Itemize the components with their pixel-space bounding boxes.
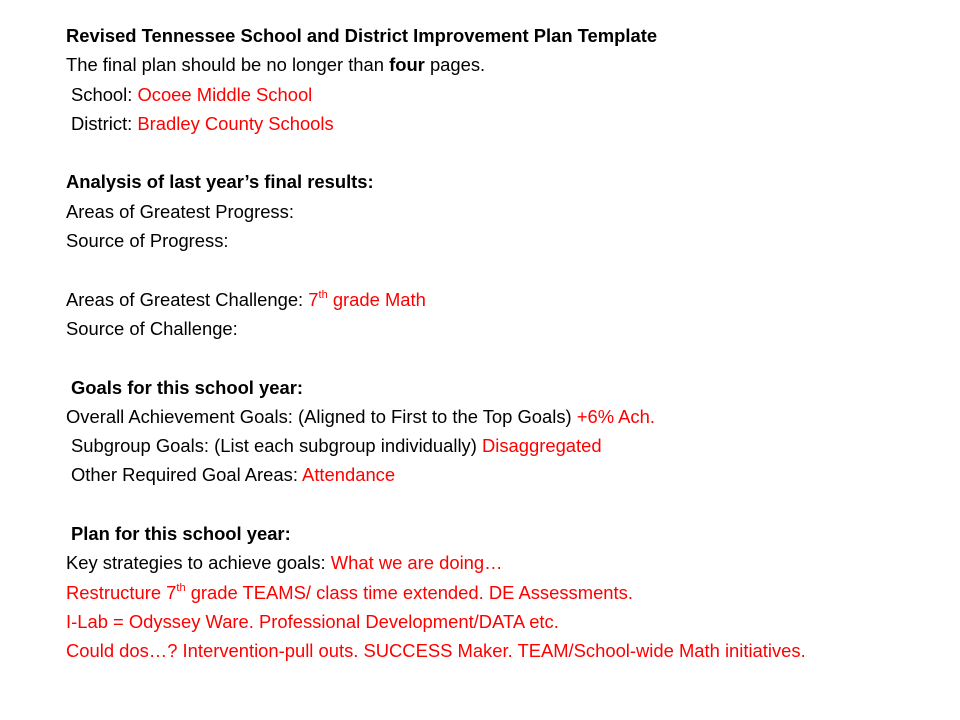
goals-heading: Goals for this school year: bbox=[71, 376, 303, 398]
challenge-value bbox=[308, 289, 426, 310]
other-goals-label: Other Required Goal Areas: bbox=[71, 464, 303, 486]
district-label: District: bbox=[71, 112, 138, 134]
length-note-emphasis: four bbox=[389, 54, 425, 76]
challenge-line bbox=[66, 285, 946, 314]
spacer bbox=[66, 138, 946, 167]
challenge-source-label: Source of Challenge: bbox=[66, 317, 238, 339]
subgroup-goals-line bbox=[66, 431, 946, 460]
district-value: Bradley County Schools bbox=[137, 112, 334, 134]
length-note-post: pages. bbox=[424, 54, 486, 76]
strategy-restructure bbox=[66, 578, 946, 607]
strategy-restructure-suffix: th bbox=[176, 581, 186, 594]
subgroup-goals-value: Disaggregated bbox=[481, 435, 602, 457]
other-goals-line bbox=[66, 460, 946, 489]
challenge-label: Areas of Greatest Challenge: bbox=[66, 288, 309, 310]
spacer bbox=[66, 343, 946, 372]
spacer bbox=[66, 255, 946, 284]
analysis-heading: Analysis of last year’s final results: bbox=[66, 171, 374, 193]
overall-goals-value: +6% Ach. bbox=[576, 405, 655, 427]
strategies-value: What we are doing… bbox=[330, 552, 503, 574]
challenge-subject: grade Math bbox=[327, 288, 426, 310]
progress-areas-label: Areas of Greatest Progress: bbox=[66, 200, 294, 222]
document-title: Revised Tennessee School and District Improvement Plan Template bbox=[66, 25, 658, 46]
subgroup-goals-label: Subgroup Goals: (List each subgroup individually) bbox=[71, 435, 482, 457]
school-value: Ocoee Middle School bbox=[137, 83, 313, 105]
other-goals-value: Attendance bbox=[302, 464, 396, 486]
strategy-ilab: I-Lab = Odyssey Ware. Professional Development/DATA etc. bbox=[66, 610, 559, 632]
school-label: School: bbox=[71, 83, 138, 105]
plan-template-text bbox=[66, 21, 946, 666]
strategy-restructure-post: grade TEAMS/ class time extended. DE Assessments. bbox=[185, 581, 633, 603]
overall-goals-label: Overall Achievement Goals: (Aligned to First to the Top Goals) bbox=[66, 405, 577, 427]
strategy-restructure-pre: Restructure 7 bbox=[66, 581, 177, 603]
plan-heading: Plan for this school year: bbox=[71, 523, 291, 545]
length-note-pre: The final plan should be no longer than bbox=[66, 54, 390, 76]
challenge-grade-number: 7 bbox=[308, 288, 319, 310]
challenge-grade-suffix: th bbox=[318, 288, 328, 301]
overall-goals-line bbox=[66, 402, 946, 431]
length-note bbox=[66, 50, 946, 79]
strategies-line bbox=[66, 548, 946, 577]
progress-source-label: Source of Progress: bbox=[66, 230, 229, 252]
district-line bbox=[66, 109, 946, 138]
strategy-could-dos: Could dos…? Intervention-pull outs. SUCCESS Maker. TEAM/School-wide Math initiatives. bbox=[66, 640, 806, 662]
school-line bbox=[66, 80, 946, 109]
spacer bbox=[66, 490, 946, 519]
strategies-label: Key strategies to achieve goals: bbox=[66, 552, 331, 574]
